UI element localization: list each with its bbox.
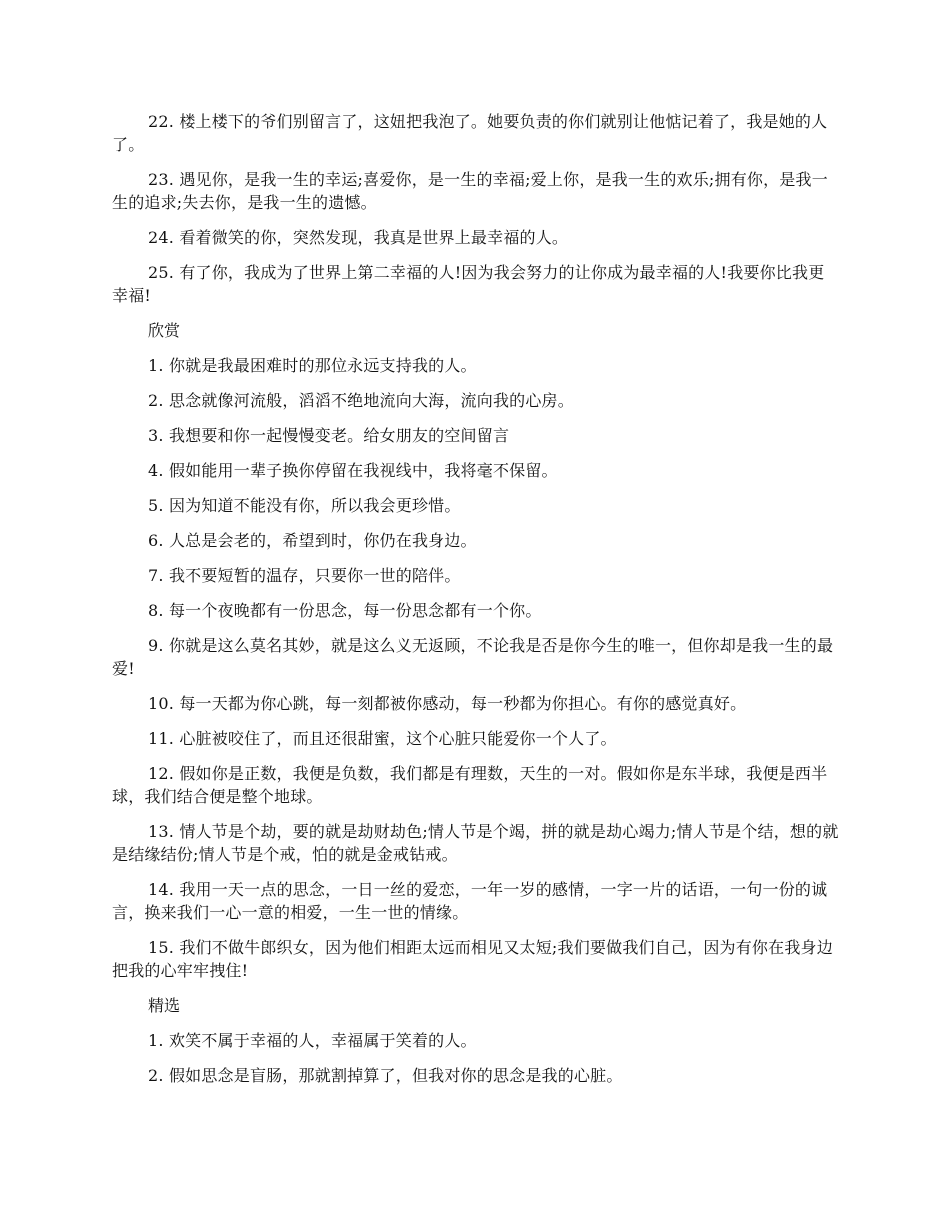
list-item: 22. 楼上楼下的爷们别留言了，这妞把我泡了。她要负责的你们就别让他惦记着了，我是她的人了。 — [112, 112, 828, 154]
list-item: 8. 每一个夜晚都有一份思念，每一份思念都有一个你。 — [148, 601, 542, 620]
list-item: 12. 假如你是正数，我便是负数，我们都是有理数，天生的一对。假如你是东半球，我便是西半球，我们结合便是整个地球。 — [112, 764, 828, 806]
list-item: 13. 情人节是个劫，要的就是劫财劫色;情人节是个竭，拼的就是劫心竭力;情人节是个结，想的就是结缘结份;情人节是个戒，怕的就是金戒钻戒。 — [112, 822, 839, 864]
list-item: 11. 心脏被咬住了，而且还很甜蜜，这个心脏只能爱你一个人了。 — [148, 729, 617, 748]
list-item: 1. 欢笑不属于幸福的人，幸福属于笑着的人。 — [148, 1031, 477, 1050]
section-heading-selected: 精选 — [148, 996, 181, 1015]
list-item: 10. 每一天都为你心跳，每一刻都被你感动，每一秒都为你担心。有你的感觉真好。 — [148, 694, 747, 713]
document-page — [112, 110, 840, 1099]
list-item: 5. 因为知道不能没有你，所以我会更珍惜。 — [148, 496, 461, 515]
list-item: 25. 有了你，我成为了世界上第二幸福的人!因为我会努力的让你成为最幸福的人!我要你比我更幸福! — [112, 263, 825, 305]
list-item: 14. 我用一天一点的思念，一日一丝的爱恋，一年一岁的感情，一字一片的话语，一句一份的诚言，换来我们一心一意的相爱，一生一世的情缘。 — [112, 880, 828, 922]
list-item: 2. 思念就像河流般，滔滔不绝地流向大海，流向我的心房。 — [148, 391, 574, 410]
list-item: 2. 假如思念是盲肠，那就割掉算了，但我对你的思念是我的心脏。 — [148, 1066, 623, 1085]
list-item: 23. 遇见你，是我一生的幸运;喜爱你，是一生的幸福;爱上你，是我一生的欢乐;拥有你，是我一生的追求;失去你，是我一生的遗憾。 — [112, 170, 828, 212]
list-item: 9. 你就是这么莫名其妙，就是这么义无返顾，不论我是否是你今生的唯一，但你却是我一生的最爱! — [112, 636, 834, 678]
list-item: 4. 假如能用一辈子换你停留在我视线中，我将毫不保留。 — [148, 461, 558, 480]
list-item: 7. 我不要短暂的温存，只要你一世的陪伴。 — [148, 566, 461, 585]
list-item: 15. 我们不做牛郎织女，因为他们相距太远而相见又太短;我们要做我们自己，因为有你在我身边把我的心牢牢拽住! — [112, 938, 833, 980]
list-item: 24. 看着微笑的你，突然发现，我真是世界上最幸福的人。 — [148, 228, 569, 247]
list-item: 6. 人总是会老的，希望到时，你仍在我身边。 — [148, 531, 477, 550]
list-item: 1. 你就是我最困难时的那位永远支持我的人。 — [148, 356, 477, 375]
section-heading-appreciation: 欣赏 — [148, 321, 181, 340]
list-item: 3. 我想要和你一起慢慢变老。给女朋友的空间留言 — [148, 426, 510, 445]
